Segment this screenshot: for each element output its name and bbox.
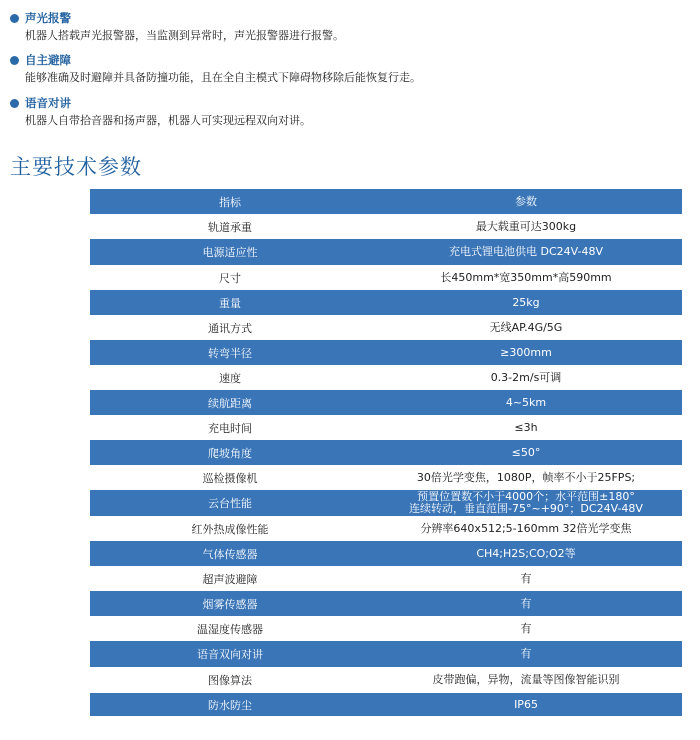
table-row (90, 541, 682, 566)
row-param: 续航距离 (208, 396, 252, 410)
row-param: 烟雾传感器 (202, 597, 258, 611)
table-row (90, 239, 682, 265)
table-row (90, 315, 682, 340)
row-value: 充电式锂电池供电 DC24V-48V (448, 245, 603, 258)
row-value: 0.3-2m/s可调 (490, 370, 562, 384)
row-param: 重量 (219, 296, 241, 310)
table-row (90, 465, 682, 490)
row-value: ≤3h (514, 420, 538, 434)
row-param: 图像算法 (208, 674, 252, 687)
feature-description: 机器人自带拾音器和扬声器，机器人可实现远程双向对讲。 (25, 114, 311, 127)
row-param: 超声波避障 (202, 572, 258, 586)
row-value: 有 (520, 621, 532, 635)
feature-header (10, 52, 421, 68)
table-row (90, 490, 682, 516)
feature-sound-light-alarm (10, 10, 344, 44)
bullet-dot-icon (10, 14, 19, 23)
spec-table (90, 189, 682, 716)
table-row (90, 516, 682, 541)
row-value: ≤50° (511, 445, 541, 459)
row-param: 巡检摄像机 (202, 471, 258, 485)
header-value: 参数 (515, 194, 537, 208)
table-row (90, 616, 682, 641)
table-row (90, 566, 682, 591)
row-param: 通讯方式 (208, 321, 252, 335)
table-row (90, 667, 682, 693)
feature-title: 声光报警 (25, 11, 71, 25)
row-param: 气体传感器 (202, 547, 258, 561)
row-param: 红外热成像性能 (191, 522, 269, 536)
table-row (90, 265, 682, 290)
feature-title: 语音对讲 (25, 96, 71, 110)
feature-description: 能够准确及时避障并具备防撞功能，且在全自主模式下障碍物移除后能恢复行走。 (25, 71, 421, 84)
table-row (90, 415, 682, 440)
row-value: 有 (520, 647, 532, 660)
row-param: 轨道承重 (208, 220, 252, 234)
row-value: ≥300mm (500, 345, 552, 359)
section-title: 主要技术参数 (10, 155, 142, 179)
table-row (90, 340, 682, 365)
row-value: 有 (520, 596, 532, 610)
row-value-line: 预置位置数不小于4000个；水平范围±180° (417, 490, 635, 503)
row-value: 长450mm*宽350mm*高590mm (440, 270, 612, 284)
row-value: 分辨率640x512;5-160mm 32倍光学变焦 (420, 521, 632, 535)
table-row (90, 693, 682, 716)
bullet-dot-icon (10, 99, 19, 108)
table-row (90, 440, 682, 465)
row-param: 尺寸 (219, 271, 241, 285)
row-param: 云台性能 (208, 497, 252, 510)
bullet-dot-icon (10, 56, 19, 65)
row-value-multiline (370, 490, 682, 516)
row-param: 防水防尘 (208, 698, 252, 712)
row-param: 温湿度传感器 (197, 622, 263, 636)
table-row (90, 390, 682, 415)
table-header-row (90, 189, 682, 214)
row-param: 语音双向对讲 (197, 648, 263, 661)
table-row (90, 641, 682, 667)
row-value: 皮带跑偏，异物，流量等图像智能识别 (432, 673, 620, 686)
row-value: 25kg (512, 295, 540, 309)
feature-description: 机器人搭载声光报警器，当监测到异常时，声光报警器进行报警。 (25, 29, 344, 42)
feature-title: 自主避障 (25, 53, 71, 67)
row-value: IP65 (514, 697, 538, 711)
row-value: 无线AP.4G/5G (489, 320, 563, 334)
header-param: 指标 (219, 195, 241, 209)
row-value: 最大载重可达300kg (475, 219, 577, 233)
table-row (90, 365, 682, 390)
row-param: 速度 (219, 371, 241, 385)
feature-header (10, 10, 344, 26)
row-value: 4~5km (505, 395, 547, 409)
table-row (90, 214, 682, 239)
feature-voice-intercom (10, 95, 311, 129)
feature-obstacle-avoidance (10, 52, 421, 86)
row-value-line: 连续转动，垂直范围-75°~+90°；DC24V-48V (409, 502, 643, 515)
row-param: 充电时间 (208, 421, 252, 435)
table-row (90, 290, 682, 315)
row-param: 电源适应性 (202, 246, 258, 259)
row-value: CH4;H2S;CO;O2等 (476, 546, 576, 560)
row-param: 转弯半径 (208, 346, 252, 360)
row-param: 爬坡角度 (208, 446, 252, 460)
feature-header (10, 95, 311, 111)
row-value: 30倍光学变焦，1080P，帧率不小于25FPS; (416, 470, 636, 484)
table-row (90, 591, 682, 616)
row-value: 有 (520, 571, 532, 585)
